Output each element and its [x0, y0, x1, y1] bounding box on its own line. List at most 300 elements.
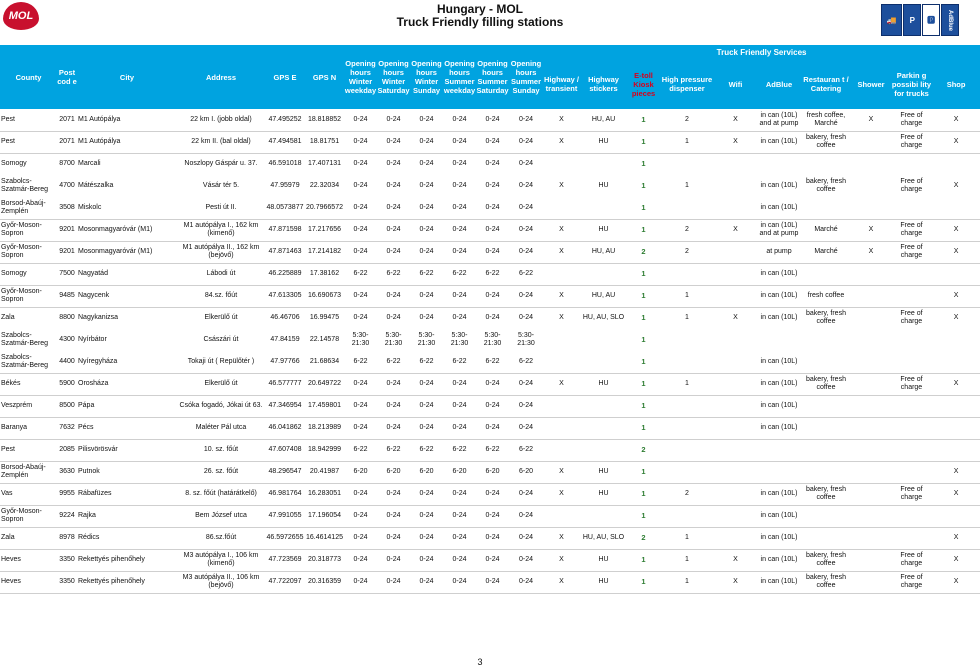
table-row: [0, 241, 980, 263]
cell-post: 5900: [57, 373, 77, 395]
cell-o1: 0-24: [353, 182, 368, 189]
table-row: [0, 263, 980, 285]
cell-shop: X: [953, 314, 959, 322]
cell-o6: 0-24: [509, 549, 543, 571]
cell-hw: [543, 153, 580, 175]
col-open-summer-sunday: Opening hours Summer Sunday: [509, 45, 543, 109]
cell-hp: 2: [660, 109, 714, 131]
cell-et: 1: [627, 505, 660, 527]
cell-o4: 6-22: [443, 351, 476, 373]
cell-o2: 0-24: [386, 160, 401, 168]
col-open-winter-saturday: Opening hours Winter Saturday: [377, 45, 410, 109]
cell-e: 47.723569: [265, 549, 305, 571]
cell-hp: 1: [660, 571, 714, 593]
cell-e: 46.225889: [265, 263, 305, 285]
cell-n: 17.38162: [305, 263, 344, 285]
cell-park: Free of charge: [900, 310, 923, 326]
cell-sh: [851, 329, 891, 351]
cell-st: [580, 197, 627, 219]
table-row: [0, 549, 980, 571]
cell-o4: 0-24: [443, 197, 476, 219]
cell-address: M3 autópálya II., 106 km (bejövő): [177, 571, 265, 593]
col-shower: Shower: [851, 59, 891, 109]
cell-shop: X: [932, 241, 980, 263]
col-hp-dispenser: High pressure dispenser: [660, 59, 714, 109]
cell-city: Rédics: [77, 527, 177, 549]
cell-sh: [851, 175, 891, 197]
cell-et: 1: [627, 571, 660, 593]
cell-o6: 0-24: [509, 197, 543, 219]
cell-wifi: X: [714, 549, 757, 571]
cell-n: 17.459801: [305, 395, 344, 417]
cell-e: 48.296547: [265, 461, 305, 483]
cell-hw: X: [543, 241, 580, 263]
cell-o2: 0-24: [386, 314, 401, 322]
cell-e: 47.871463: [265, 241, 305, 263]
cell-o4: 0-24: [443, 241, 476, 263]
cell-st: HU, AU, SLO: [580, 527, 627, 549]
cell-n: 18.81751: [305, 131, 344, 153]
cell-park: Free of charge: [891, 373, 932, 395]
cell-sh: [851, 285, 891, 307]
cell-o3: 0-24: [410, 241, 443, 263]
cell-e: 47.495252: [265, 109, 305, 131]
cell-ad: in can (10L): [757, 483, 801, 505]
cell-n: 20.316359: [305, 571, 344, 593]
cell-st: [580, 153, 627, 175]
cell-rest: Marché: [801, 241, 851, 263]
cell-wifi: [714, 373, 757, 395]
cell-address: Elkerülő út: [204, 314, 238, 322]
cell-shop: X: [932, 109, 980, 131]
cell-ad: in can (10L): [757, 395, 801, 417]
cell-o5: 0-24: [485, 182, 500, 189]
cell-park: Free of charge: [891, 549, 932, 571]
cell-o6: 0-24: [509, 417, 543, 439]
cell-hw: [543, 395, 580, 417]
cell-hw: X: [543, 219, 580, 241]
cell-e: 48.0573877: [265, 197, 305, 219]
table-row: [0, 175, 980, 197]
page-title: [0, 3, 960, 29]
cell-o2: 0-24: [377, 109, 410, 131]
cell-o4: 0-24: [452, 314, 467, 322]
cell-county: Győr-Moson-Sopron: [0, 241, 57, 263]
cell-hp: 1: [660, 549, 714, 571]
cell-e: 47.95979: [270, 182, 300, 189]
cell-city: Nyírbátor: [78, 336, 107, 343]
cell-st: HU, AU: [580, 241, 627, 263]
group-truck-friendly: Truck Friendly Services: [543, 45, 980, 59]
cell-ad: in can (10L): [757, 549, 801, 571]
cell-st: [580, 351, 627, 373]
cell-e: 46.591018: [268, 160, 302, 168]
cell-ad: [757, 153, 801, 175]
cell-o6: 0-24: [509, 571, 543, 593]
cell-park: Free of charge: [900, 178, 923, 193]
cell-rest: bakery, fresh coffee: [801, 483, 851, 505]
cell-n: 18.942999: [305, 439, 344, 461]
cell-n: 16.4614125: [305, 527, 344, 549]
cell-wifi: [714, 527, 757, 549]
cell-o1: 0-24: [344, 549, 377, 571]
cell-et: 1: [641, 335, 646, 344]
cell-o3: 0-24: [410, 505, 443, 527]
cell-shop: [932, 439, 980, 461]
cell-hp: [660, 505, 714, 527]
cell-city: M1 Autópálya: [77, 109, 177, 131]
cell-et: 1: [627, 285, 660, 307]
cell-o2: 0-24: [377, 527, 410, 549]
cell-shop: [932, 197, 980, 219]
cell-st: [580, 395, 627, 417]
cell-st: HU: [598, 182, 609, 189]
cell-o4: 0-24: [443, 505, 476, 527]
cell-o1: 6-22: [344, 263, 377, 285]
cell-hw: [543, 439, 580, 461]
cell-post: 4300: [59, 336, 75, 343]
cell-address: Császári út: [203, 336, 239, 343]
cell-sh: [851, 461, 891, 483]
cell-o1: 0-24: [344, 219, 377, 241]
cell-o6: 5:30-21:30: [517, 332, 535, 347]
cell-rest: [801, 439, 851, 461]
cell-sh: [851, 263, 891, 285]
cell-o3: 0-24: [410, 109, 443, 131]
cell-n: 20.7966572: [305, 197, 344, 219]
cell-st: HU: [580, 131, 627, 153]
cell-address: 10. sz. főút: [177, 439, 265, 461]
cell-hp: 2: [660, 241, 714, 263]
cell-o5: 0-24: [476, 395, 509, 417]
cell-hp: [660, 417, 714, 439]
cell-park: [891, 351, 932, 373]
cell-n: 17.196054: [305, 505, 344, 527]
table-body: [0, 109, 980, 593]
cell-et: 1: [641, 181, 646, 190]
cell-hp: [660, 197, 714, 219]
cell-hw: X: [543, 373, 580, 395]
cell-rest: fresh coffee, Marché: [801, 109, 851, 131]
cell-o4: 0-24: [443, 395, 476, 417]
cell-rest: Marché: [801, 219, 851, 241]
cell-st: HU, AU: [580, 285, 627, 307]
cell-shop: X: [932, 483, 980, 505]
cell-o5: 0-24: [485, 314, 500, 322]
cell-ad: in can (10L): [757, 505, 801, 527]
cell-o3: 0-24: [419, 182, 434, 189]
cell-hw: [543, 263, 580, 285]
col-city: City: [77, 45, 177, 109]
cell-post: 2071: [57, 131, 77, 153]
cell-o6: 0-24: [509, 241, 543, 263]
cell-o1: 0-24: [344, 373, 377, 395]
cell-st: HU, AU: [580, 109, 627, 131]
cell-o1: 0-24: [353, 160, 368, 168]
cell-city: Mosonmagyaróvár (M1): [77, 241, 177, 263]
cell-hw: [543, 351, 580, 373]
cell-rest: [801, 153, 851, 175]
cell-county: Somogy: [0, 263, 57, 285]
cell-o6: 0-24: [509, 219, 543, 241]
cell-o2: 0-24: [377, 219, 410, 241]
cell-county: Veszprém: [0, 395, 57, 417]
cell-hp: [660, 351, 714, 373]
cell-o4: 0-24: [443, 549, 476, 571]
cell-sh: [851, 571, 891, 593]
cell-o5: 0-24: [476, 373, 509, 395]
cell-o4: 0-24: [443, 109, 476, 131]
cell-county: Borsod-Abaúj-Zemplén: [0, 197, 57, 219]
cell-city: M1 Autópálya: [77, 131, 177, 153]
table-row: [0, 571, 980, 593]
cell-et: 1: [627, 395, 660, 417]
cell-o4: 0-24: [443, 373, 476, 395]
cell-shop: [932, 395, 980, 417]
cell-park: [891, 395, 932, 417]
cell-park: Free of charge: [891, 483, 932, 505]
cell-o4: 0-24: [443, 527, 476, 549]
cell-park: Free of charge: [891, 219, 932, 241]
cell-hw: X: [543, 131, 580, 153]
cell-o3: 5:30-21:30: [417, 332, 436, 347]
cell-st: [580, 329, 627, 351]
cell-o6: 0-24: [509, 395, 543, 417]
cell-o1: 0-24: [344, 285, 377, 307]
page-number: 3: [477, 657, 483, 667]
cell-o2: 0-24: [377, 571, 410, 593]
cell-hp: [660, 461, 714, 483]
cell-post: 8978: [57, 527, 77, 549]
cell-o1: 0-24: [344, 241, 377, 263]
cell-o2: 0-24: [377, 417, 410, 439]
cell-e: 46.041862: [265, 417, 305, 439]
cell-o4: 0-24: [452, 182, 467, 189]
cell-et: 2: [627, 439, 660, 461]
cell-address: Tokaji út ( Repülőtér ): [177, 351, 265, 373]
cell-wifi: X: [714, 571, 757, 593]
parking-icon: P: [903, 4, 921, 36]
cell-sh: [851, 439, 891, 461]
cell-wifi: [714, 241, 757, 263]
table-row: [0, 219, 980, 241]
cell-o5: 0-24: [476, 549, 509, 571]
col-adblue: AdBlue: [757, 59, 801, 109]
cell-n: 16.690673: [305, 285, 344, 307]
cell-hp: 1: [685, 182, 689, 189]
cell-post: 9485: [57, 285, 77, 307]
cell-o4: 5:30-21:30: [450, 332, 469, 347]
cell-o2: 5:30-21:30: [384, 332, 403, 347]
cell-o1: 0-24: [344, 131, 377, 153]
cell-hp: 1: [660, 373, 714, 395]
cell-hp: 2: [660, 483, 714, 505]
cell-address: 22 km II. (bal oldal): [177, 131, 265, 153]
cell-rest: [801, 417, 851, 439]
cell-e: 46.5972655: [265, 527, 305, 549]
cell-hp: [660, 263, 714, 285]
cell-ad: in can (10L): [757, 351, 801, 373]
cell-ad: [757, 461, 801, 483]
cell-e: 47.613305: [265, 285, 305, 307]
cell-city: Mátészalka: [78, 182, 114, 189]
cell-o2: 6-22: [377, 263, 410, 285]
cell-county: Pest: [0, 109, 57, 131]
cell-o3: 6-22: [410, 263, 443, 285]
cell-n: 20.649722: [305, 373, 344, 395]
cell-o3: 6-22: [410, 439, 443, 461]
cell-o5: 0-24: [476, 197, 509, 219]
cell-hp: [660, 153, 714, 175]
cell-hw: X: [559, 314, 564, 322]
col-open-summer-saturday: Opening hours Summer Saturday: [476, 45, 509, 109]
cell-county: Győr-Moson-Sopron: [0, 505, 57, 527]
cell-o3: 0-24: [410, 395, 443, 417]
table-row: [0, 153, 980, 175]
cell-n: 17.407131: [307, 160, 342, 168]
cell-ad: [757, 329, 801, 351]
col-etoll: E-toll Kiosk pieces: [627, 59, 660, 109]
cell-ad: in can (10L): [757, 197, 801, 219]
cell-ad: in can (10L): [760, 314, 798, 322]
cell-o6: 0-24: [509, 373, 543, 395]
cell-et: 1: [627, 461, 660, 483]
table-row: [0, 483, 980, 505]
cell-city: Nyíregyháza: [77, 351, 177, 373]
cell-st: HU: [580, 483, 627, 505]
cell-e: 46.46706: [270, 314, 300, 322]
cell-o2: 0-24: [377, 483, 410, 505]
cell-county: Győr-Moson-Sopron: [0, 219, 57, 241]
col-open-winter-sunday: Opening hours Winter Sunday: [410, 45, 443, 109]
cell-o6: 6-22: [509, 351, 543, 373]
cell-e: 47.991055: [265, 505, 305, 527]
cell-o6: 6-20: [509, 461, 543, 483]
cell-city: Pilisvörösvár: [77, 439, 177, 461]
cell-rest: [801, 351, 851, 373]
cell-wifi: X: [733, 314, 738, 322]
cell-n: 21.68634: [305, 351, 344, 373]
cell-o5: 0-24: [476, 285, 509, 307]
cell-ad: in can (10L): [757, 285, 801, 307]
cell-o3: 6-22: [410, 351, 443, 373]
cell-sh: [851, 153, 891, 175]
cell-et: 1: [627, 483, 660, 505]
cell-address: Maléter Pál utca: [177, 417, 265, 439]
cell-o5: 0-24: [485, 160, 500, 168]
cell-o2: 0-24: [377, 241, 410, 263]
cell-county: Somogy: [1, 160, 27, 168]
cell-wifi: [714, 263, 757, 285]
cell-n: 20.41987: [305, 461, 344, 483]
cell-sh: [851, 351, 891, 373]
cell-city: Rajka: [77, 505, 177, 527]
col-open-winter-weekday: Opening hours Winter weekday: [344, 45, 377, 109]
cell-wifi: [714, 483, 757, 505]
cell-wifi: X: [714, 109, 757, 131]
cell-ad: in can (10L): [757, 263, 801, 285]
cell-o4: 0-24: [443, 571, 476, 593]
table-row: [0, 527, 980, 549]
cell-wifi: [714, 351, 757, 373]
cell-shop: X: [932, 285, 980, 307]
cell-ad: in can (10L): [757, 417, 801, 439]
cell-et: 1: [641, 159, 646, 169]
cell-et: 2: [627, 527, 660, 549]
cell-et: 1: [627, 373, 660, 395]
cell-rest: bakery, fresh coffee: [806, 178, 846, 193]
title-line-2: Truck Friendly filling stations: [396, 15, 564, 29]
cell-hp: 1: [660, 527, 714, 549]
cell-shop: [932, 417, 980, 439]
col-stickers: Highway stickers: [580, 59, 627, 109]
cell-park: [891, 329, 932, 351]
cell-city: Nagykanizsa: [78, 314, 119, 322]
cell-shop: X: [932, 461, 980, 483]
cell-hw: [543, 329, 580, 351]
cell-st: HU: [580, 571, 627, 593]
cell-ad: in can (10L) and at pump: [757, 109, 801, 131]
cell-shop: X: [932, 527, 980, 549]
cell-o2: 0-24: [377, 395, 410, 417]
cell-o1: 0-24: [344, 197, 377, 219]
cell-address: M1 autópálya II., 162 km (bejövő): [177, 241, 265, 263]
cell-o3: 0-24: [410, 131, 443, 153]
cell-et: 1: [627, 197, 660, 219]
cell-ad: in can (10L): [760, 182, 798, 189]
cell-county: Pest: [0, 439, 57, 461]
cell-sh: [851, 527, 891, 549]
cell-o3: 0-24: [410, 483, 443, 505]
cell-o2: 6-20: [377, 461, 410, 483]
cell-o5: 0-24: [476, 219, 509, 241]
cell-o4: 0-24: [443, 285, 476, 307]
cell-o6: 6-22: [509, 439, 543, 461]
cell-o6: 0-24: [509, 131, 543, 153]
cell-o4: 0-24: [452, 160, 467, 168]
cell-park: [891, 285, 932, 307]
cell-rest: [801, 329, 851, 351]
cell-o1: 0-24: [344, 527, 377, 549]
table-row: [0, 461, 980, 483]
col-shop: Shop: [932, 59, 980, 109]
cell-address: Bem József utca: [177, 505, 265, 527]
cell-address: Vásár tér 5.: [202, 182, 240, 189]
cell-address: 22 km I. (jobb oldal): [177, 109, 265, 131]
cell-sh: X: [851, 219, 891, 241]
cell-hw: X: [543, 109, 580, 131]
cell-post: 2085: [57, 439, 77, 461]
cell-wifi: [714, 461, 757, 483]
cell-o5: 6-22: [476, 439, 509, 461]
cell-o5: 0-24: [476, 417, 509, 439]
cell-address: 8. sz. főút (határátkelő): [177, 483, 265, 505]
cell-park: [891, 263, 932, 285]
cell-rest: [801, 461, 851, 483]
cell-county: Pest: [0, 131, 57, 153]
cell-shop: X: [932, 571, 980, 593]
cell-city: Pápa: [77, 395, 177, 417]
col-gps-e: GPS E: [265, 45, 305, 109]
cell-ad: in can (10L): [757, 527, 801, 549]
col-county: County: [0, 45, 57, 109]
cell-park: Free of charge: [891, 109, 932, 131]
cell-o3: 0-24: [410, 549, 443, 571]
cell-county: Heves: [0, 549, 57, 571]
cell-o3: 0-24: [419, 314, 434, 322]
cell-o5: 0-24: [476, 131, 509, 153]
mol-logo: MOL: [3, 2, 39, 30]
